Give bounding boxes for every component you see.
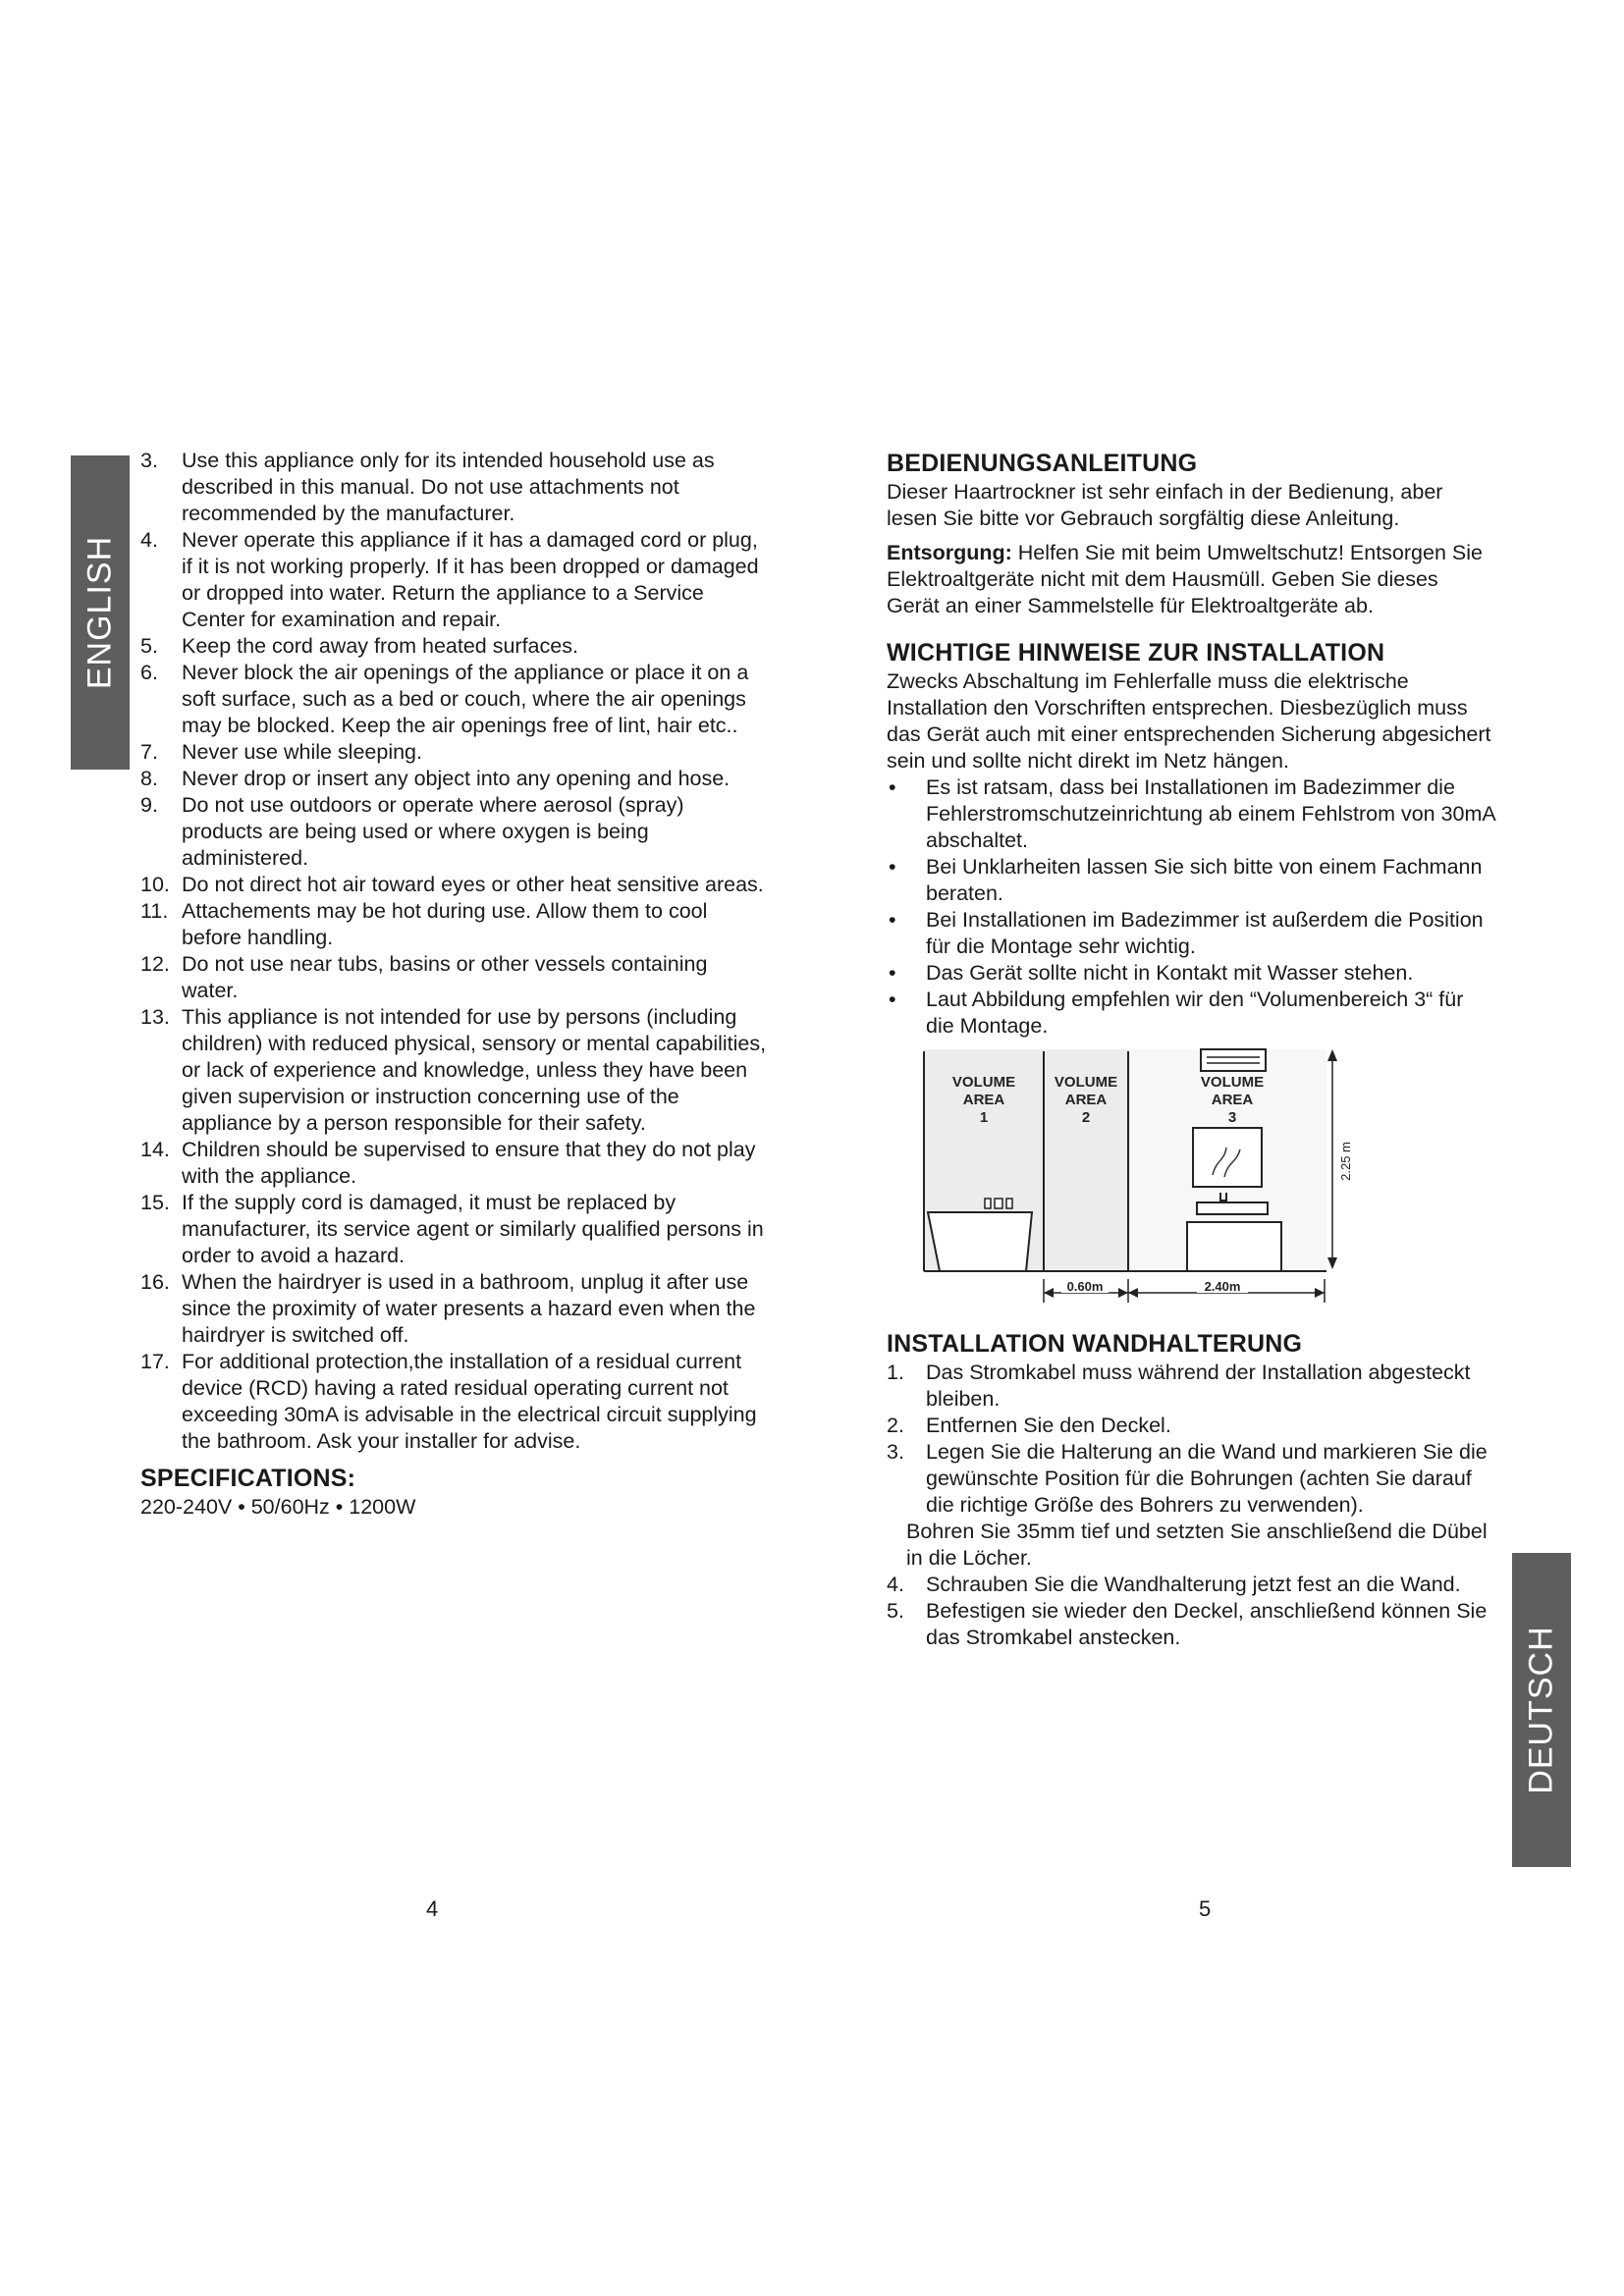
bathroom-volume-area-diagram	[887, 1045, 1358, 1310]
safety-list-item	[140, 792, 769, 872]
installation-bullet-item	[887, 907, 1495, 960]
wall-mount-step	[887, 1439, 1495, 1519]
safety-list-item-number: 9.	[140, 793, 158, 817]
zone-2-number: 2	[1081, 1109, 1091, 1126]
wall-mount-step-text: Entfernen Sie den Deckel.	[926, 1414, 1171, 1437]
safety-list-item-text: Use this appliance only for its intended household use as described in this manual. Do not use attachments not recommended by the manufacturer.	[182, 449, 715, 525]
mirror-icon	[1193, 1128, 1262, 1187]
safety-instructions-list	[140, 448, 769, 1455]
wall-mount-step-number: 1.	[887, 1361, 904, 1384]
bullet-marker: •	[889, 775, 896, 799]
zone-3-label-line1: VOLUME	[1200, 1074, 1265, 1091]
safety-list-item-text: For additional protection,the installation of a residual current device (RCD) having a rated residual operating current not exceeding 30mA is advisable in the electrical circuit supplying the bathroom. Ask your installer for advise.	[182, 1350, 757, 1453]
wall-mount-step-number: 4.	[887, 1573, 904, 1596]
wall-mount-step-text: Legen Sie die Halterung an die Wand und markieren Sie die gewünschte Position für die Bohrungen (achten Sie darauf die richtige Größe des Bohrers zu verwenden).	[926, 1440, 1488, 1517]
wall-mount-steps-list-continued	[887, 1572, 1495, 1651]
zone-2-label-line2: AREA	[1064, 1092, 1108, 1108]
safety-list-item-number: 3.	[140, 449, 158, 472]
installation-bullet-text: Das Gerät sollte nicht in Kontakt mit Wasser stehen.	[926, 961, 1414, 985]
safety-list-item	[140, 527, 769, 633]
zone-1-label-line2: AREA	[962, 1092, 1005, 1108]
wall-mount-step-text: Das Stromkabel muss während der Installation abgesteckt bleiben.	[926, 1361, 1471, 1411]
safety-list-item-text: Children should be supervised to ensure that they do not play with the appliance.	[182, 1138, 756, 1188]
wall-mount-step-number: 2.	[887, 1414, 904, 1437]
safety-list-item-text: Do not use outdoors or operate where aerosol (spray) products are being used or where oxygen is being administered.	[182, 793, 684, 870]
width-label-060: 0.60m	[1066, 1279, 1104, 1294]
safety-list-item-number: 14.	[140, 1138, 170, 1161]
installation-bullet-item	[887, 960, 1495, 987]
safety-list-item-number: 8.	[140, 767, 158, 790]
entsorgung-paragraph	[887, 540, 1495, 619]
wall-mount-steps-list	[887, 1360, 1495, 1519]
page-number-right: 5	[1199, 1896, 1212, 1921]
bullet-marker: •	[889, 908, 896, 932]
wall-mount-step-number: 3.	[887, 1440, 904, 1464]
zone-3-label-line2: AREA	[1211, 1092, 1254, 1108]
safety-list-item-text: Never use while sleeping.	[182, 740, 422, 764]
installation-bullet-text: Bei Installationen im Badezimmer ist außerdem die Position für die Montage sehr wichtig.	[926, 908, 1484, 958]
wall-mount-step	[887, 1360, 1495, 1413]
safety-list-item	[140, 1269, 769, 1349]
specifications-heading: SPECIFICATIONS:	[140, 1465, 356, 1492]
installation-bullet-item	[887, 854, 1495, 907]
zone-3-number: 3	[1227, 1109, 1237, 1126]
safety-list-item-text: Never operate this appliance if it has a damaged cord or plug, if it is not working properly. If it has been dropped or damaged or dropped into water. Return the appliance to a Service Center for examination and repair.	[182, 528, 759, 631]
zone-1-number: 1	[979, 1109, 989, 1126]
entsorgung-text: Helfen Sie mit beim Umweltschutz! Entsorgen Sie Elektroaltgeräte nicht mit dem Hausmüll. Geben Sie dieses Gerät an einer Sammelstelle für Elektroaltgeräte ab.	[887, 541, 1483, 617]
safety-list-item-text: Do not use near tubs, basins or other vessels containing water.	[182, 952, 708, 1002]
language-tab-english	[71, 455, 130, 770]
safety-list-item-number: 6.	[140, 661, 158, 684]
drilling-note: Bohren Sie 35mm tief und setzten Sie anschließend die Dübel in die Löcher.	[906, 1520, 1488, 1570]
height-label: 2.25 m	[1338, 1142, 1353, 1181]
page-number-left: 4	[426, 1896, 439, 1921]
safety-list-item-text: Never block the air openings of the appliance or place it on a soft surface, such as a bed or couch, where the air openings may be blocked. Keep the air openings free of lint, hair etc..	[182, 661, 749, 737]
safety-list-item-text: If the supply cord is damaged, it must be replaced by manufacturer, its service agent or similarly qualified persons in order to avoid a hazard.	[182, 1191, 764, 1267]
bedienungsanleitung-text: Dieser Haartrockner ist sehr einfach in der Bedienung, aber lesen Sie bitte vor Gebrauch sorgfältig diese Anleitung.	[887, 480, 1443, 530]
safety-list-item-number: 17.	[140, 1350, 170, 1373]
installation-bullet-text: Bei Unklarheiten lassen Sie sich bitte von einem Fachmann beraten.	[926, 855, 1483, 905]
safety-list-item-text: This appliance is not intended for use by persons (including children) with reduced physical, sensory or mental capabilities, or lack of experience and knowledge, unless they have been given supervision or instruction concerning use of the appliance by a person responsible for their safety.	[182, 1005, 767, 1135]
installation-bullet-list	[887, 774, 1495, 1040]
safety-list-item-text: When the hairdryer is used in a bathroom, unplug it after use since the proximity of water presents a hazard even when the hairdryer is switched off.	[182, 1270, 756, 1347]
bullet-marker: •	[889, 988, 896, 1011]
safety-list-item-number: 7.	[140, 740, 158, 764]
safety-list-item	[140, 448, 769, 527]
safety-list-item-number: 15.	[140, 1191, 170, 1214]
installation-bullet-item	[887, 987, 1495, 1040]
english-page	[140, 448, 769, 1521]
installation-wandhalterung-heading: INSTALLATION WANDHALTERUNG	[887, 1330, 1303, 1358]
safety-list-item	[140, 1004, 769, 1137]
safety-list-item	[140, 872, 769, 898]
washbasin-icon	[1187, 1193, 1281, 1271]
language-tab-deutsch-label: DEUTSCH	[1522, 1626, 1560, 1794]
safety-list-item-number: 13.	[140, 1005, 170, 1029]
installation-hinweise-heading: WICHTIGE HINWEISE ZUR INSTALLATION	[887, 639, 1385, 667]
german-page	[887, 448, 1495, 1651]
safety-list-item	[140, 1137, 769, 1190]
safety-list-item	[140, 951, 769, 1004]
safety-list-item-number: 12.	[140, 952, 170, 976]
wall-mount-step-text: Schrauben Sie die Wandhalterung jetzt fest an die Wand.	[926, 1573, 1461, 1596]
installation-bullet-item	[887, 774, 1495, 854]
safety-list-item-number: 10.	[140, 873, 170, 896]
zone-2-label-line1: VOLUME	[1054, 1074, 1118, 1091]
wall-mount-step-number: 5.	[887, 1599, 904, 1623]
safety-list-item-text: Do not direct hot air toward eyes or other heat sensitive areas.	[182, 873, 764, 896]
installation-bullet-text: Laut Abbildung empfehlen wir den “Volumenbereich 3“ für die Montage.	[926, 988, 1464, 1038]
entsorgung-label: Entsorgung:	[887, 541, 1012, 564]
zone-1-label-line1: VOLUME	[951, 1074, 1016, 1091]
specifications-text: 220-240V • 50/60Hz • 1200W	[140, 1495, 416, 1519]
installation-bullet-text: Es ist ratsam, dass bei Installationen im Badezimmer die Fehlerstromschutzeinrichtung ab einem Fehlstrom von 30mA abschaltet.	[926, 775, 1495, 852]
safety-list-item	[140, 660, 769, 739]
wall-mounted-hairdryer-holder-icon	[1201, 1049, 1266, 1071]
bedienungsanleitung-heading: BEDIENUNGSANLEITUNG	[887, 450, 1198, 477]
width-label-240: 2.40m	[1204, 1279, 1241, 1294]
safety-list-item	[140, 1349, 769, 1455]
installation-hinweise-text: Zwecks Abschaltung im Fehlerfalle muss die elektrische Installation den Vorschriften entsprechen. Diesbezüglich muss das Gerät auch mit einer entsprechenden Sicherung abgesichert sein und sollte nicht direkt im Netz hängen.	[887, 669, 1491, 773]
safety-list-item	[140, 633, 769, 660]
safety-list-item	[140, 1190, 769, 1269]
safety-list-item	[140, 766, 769, 792]
language-tab-deutsch	[1512, 1553, 1571, 1867]
safety-list-item	[140, 739, 769, 766]
safety-list-item-number: 16.	[140, 1270, 170, 1294]
bullet-marker: •	[889, 961, 896, 985]
safety-list-item-text: Keep the cord away from heated surfaces.	[182, 634, 578, 658]
wall-mount-step	[887, 1598, 1495, 1651]
safety-list-item	[140, 898, 769, 951]
wall-mount-step	[887, 1413, 1495, 1439]
height-dimension	[1327, 1049, 1337, 1269]
wall-mount-step	[887, 1572, 1495, 1598]
safety-list-item-text: Attachements may be hot during use. Allow them to cool before handling.	[182, 899, 708, 949]
safety-list-item-number: 4.	[140, 528, 158, 552]
wall-mount-step-text: Befestigen sie wieder den Deckel, anschließend können Sie das Stromkabel anstecken.	[926, 1599, 1488, 1649]
language-tab-english-label: ENGLISH	[81, 535, 119, 690]
bullet-marker: •	[889, 855, 896, 879]
safety-list-item-number: 5.	[140, 634, 158, 658]
safety-list-item-text: Never drop or insert any object into any opening and hose.	[182, 767, 731, 790]
safety-list-item-number: 11.	[140, 899, 169, 923]
